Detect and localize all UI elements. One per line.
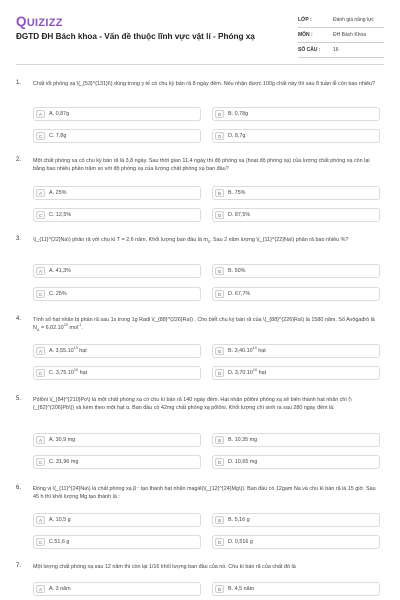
option-text: C. 31,96 mg	[49, 459, 79, 465]
option-a[interactable]	[33, 186, 201, 200]
option-a[interactable]	[33, 344, 201, 358]
option-letter: B	[215, 189, 224, 197]
meta-value: 16	[333, 47, 339, 53]
option-text: A. 30,9 mg	[49, 437, 76, 443]
option-d[interactable]	[212, 129, 380, 143]
option-text	[228, 348, 266, 354]
question-text: Pôlôni \(_{84}^{210}Po\) là một chất phóng xạ có chu kì bán rã 140 ngày đêm. Hạt nhân pôlôni phóng xạ sẽ biến thành hạt nhân chì (\(_{82}^{206}Pb\)) và kèm theo một hạt α. Ban đầu có 42mg chất phóng xạ pôlôni. Khối lượng chì sinh ra sau 280 ngày đêm là:	[33, 397, 352, 412]
option-letter: A	[36, 347, 45, 355]
option-letter: D	[215, 538, 224, 546]
option-text: D. 8,7g	[228, 133, 246, 139]
option-a[interactable]	[33, 264, 201, 278]
option-text: C. 7,8g	[49, 133, 67, 139]
question-number: 7.	[16, 563, 22, 569]
question-text-part: = 6,02.10	[39, 325, 64, 332]
option-letter: B	[215, 267, 224, 275]
option-a[interactable]	[33, 513, 201, 527]
option-text: B. 0,78g	[228, 111, 249, 117]
option-text: B. 4,5 năm	[228, 586, 255, 592]
option-c[interactable]	[33, 208, 201, 222]
option-d[interactable]	[212, 208, 380, 222]
option-b[interactable]	[212, 344, 380, 358]
meta-label: MÔN :	[298, 32, 313, 38]
option-letter: B	[215, 516, 224, 524]
option-letter: B	[215, 585, 224, 593]
option-letter: A	[36, 436, 45, 444]
option-text: D. 10,65 mg	[228, 459, 258, 465]
option-text: D. 0,516 g	[228, 539, 253, 545]
option-b[interactable]	[212, 264, 380, 278]
option-letter: B	[215, 347, 224, 355]
question-number: 1.	[16, 80, 22, 86]
option-letter: C	[36, 211, 45, 219]
meta-row-subject	[298, 28, 384, 43]
quizizz-logo	[16, 13, 84, 29]
option-exponent: 10	[73, 368, 79, 373]
option-text: D. 87,5%	[228, 212, 251, 218]
option-base: B. 3,40.10	[228, 348, 253, 354]
superscript: -1	[78, 323, 82, 328]
option-a[interactable]	[33, 582, 201, 596]
option-b[interactable]	[212, 513, 380, 527]
meta-row-class	[298, 13, 384, 28]
meta-value: Đánh giá năng lực	[333, 17, 374, 23]
option-text	[49, 370, 87, 376]
option-text	[228, 370, 266, 376]
option-exponent: 10	[252, 346, 257, 351]
question-text-part: .	[81, 325, 83, 332]
option-d[interactable]	[212, 366, 380, 380]
option-c[interactable]	[33, 287, 201, 301]
option-letter: A	[36, 110, 45, 118]
option-text: A. 10,5 g	[49, 517, 71, 523]
option-b[interactable]	[212, 582, 380, 596]
option-b[interactable]	[212, 107, 380, 121]
meta-label: SỐ CÂU :	[298, 47, 321, 53]
option-a[interactable]	[33, 107, 201, 121]
option-base: D. 3,70.10	[228, 370, 253, 376]
option-unit: hạt	[256, 348, 266, 354]
option-text: D. 67,7%	[228, 291, 251, 297]
question-text-part: mol	[67, 325, 79, 332]
question-text: Chất iốt phóng xạ \(_{53}^{131}I\) dùng trong y tế có chu kỳ bán rã 8 ngày đêm. Nếu nhận được 100g chất này thì sau 8 tuần lễ còn bao nhiêu?	[33, 81, 376, 87]
question-text: Một chất phóng xạ có chu kỳ bán rã là 3,8 ngày. Sau thời gian 11,4 ngày thì độ phóng xạ (hoạt độ phóng xạ) của lượng chất phóng xạ còn lại bằng bao nhiêu phần trăm so với độ phóng xạ của lượng chất phóng xạ ban đầu?	[33, 158, 370, 173]
svg-text:QUIZIZZ: QUIZIZZ	[16, 14, 63, 29]
option-text: A. 41,3%	[49, 268, 71, 274]
option-d[interactable]	[212, 535, 380, 549]
question-number: 6.	[16, 485, 22, 491]
option-letter: B	[215, 110, 224, 118]
option-letter: B	[215, 436, 224, 444]
question-text: Một lượng chất phóng xạ sau 12 năm thì còn lại 1/16 khối lượng ban đầu của nó. Chu kì bán rã của chất đó là	[33, 564, 296, 570]
option-exponent: 10	[73, 346, 78, 351]
superscript: 23	[63, 323, 68, 328]
option-letter: C	[36, 538, 45, 546]
option-unit: hạt	[77, 348, 87, 354]
option-letter: D	[215, 211, 224, 219]
option-letter: A	[36, 516, 45, 524]
option-text: B. 10,35 mg	[228, 437, 258, 443]
option-letter: C	[36, 132, 45, 140]
subscript: A	[36, 328, 40, 333]
option-unit: hạt	[78, 370, 88, 376]
quiz-meta-table	[298, 13, 384, 58]
option-b[interactable]	[212, 186, 380, 200]
option-text: C. 12,5%	[49, 212, 72, 218]
option-a[interactable]	[33, 433, 201, 447]
option-text: A. 0,87g	[49, 111, 70, 117]
option-base: A. 3,55.10	[49, 348, 74, 354]
question-text	[33, 316, 378, 332]
option-text: B. 75%	[228, 190, 246, 196]
option-text: A. 25%	[49, 190, 67, 196]
option-text: C.51,6 g	[49, 539, 70, 545]
meta-label: LỚP :	[298, 17, 312, 23]
option-d[interactable]	[212, 455, 380, 469]
meta-value: ĐH Bách Khoa	[333, 32, 367, 38]
question-number: 4.	[16, 316, 22, 322]
option-letter: A	[36, 585, 45, 593]
option-b[interactable]	[212, 433, 380, 447]
question-number: 3.	[16, 236, 22, 242]
header-divider	[16, 64, 384, 65]
option-d[interactable]	[212, 287, 380, 301]
question-text	[33, 236, 378, 244]
option-letter: C	[36, 369, 45, 377]
subscript: 0	[207, 240, 211, 245]
option-text: C. 25%	[49, 291, 67, 297]
question-text: Đồng vị \(_{11}^{24}Na\) là chất phóng xạ β⁻ tạo thành hạt nhân magiê(\(_{12}^{24}Mg\)). Ban đầu có 12gam Na và chu kì bán rã là 15 giờ. Sau 45 h thì khối lượng Mg tạo thành là :	[33, 486, 376, 501]
option-letter: D	[215, 132, 224, 140]
option-text: A. 3 năm	[49, 586, 71, 592]
option-letter: D	[215, 458, 224, 466]
option-base: C. 3,75.10	[49, 370, 74, 376]
option-c[interactable]	[33, 455, 201, 469]
option-letter: C	[36, 458, 45, 466]
option-c[interactable]	[33, 366, 201, 380]
question-text-part: . Sau 2 năm lượng \(_{11}^{22}Na\) phân rã bao nhiêu %?	[210, 237, 349, 243]
option-letter: D	[215, 290, 224, 298]
question-text-part: \(_{11}^{22}Na\) phân rã với chu kì T = 2,6 năm. Khối lượng ban đầu là m	[33, 237, 208, 243]
option-c[interactable]	[33, 129, 201, 143]
option-letter: A	[36, 267, 45, 275]
option-letter: C	[36, 290, 45, 298]
option-exponent: 10	[252, 368, 258, 373]
option-letter: A	[36, 189, 45, 197]
quiz-title: ĐGTD ĐH Bách khoa - Vấn đề thuộc lĩnh vực vật lí - Phóng xạ	[16, 32, 255, 41]
option-text	[49, 348, 87, 354]
option-c[interactable]	[33, 535, 201, 549]
question-number: 2.	[16, 157, 22, 163]
option-letter: D	[215, 369, 224, 377]
option-text: B. 50%	[228, 268, 246, 274]
question-text-part: Tính số hạt nhân bị phân rã sau 1s trong 1g Radi \(_{88}^{226}Ra\) . Cho biết chu kỳ bán rã của \(_{88}^{226}Ra\) là 1580 năm. Số Avôgađrô là N	[33, 317, 375, 332]
option-text: B. 5,16 g	[228, 517, 250, 523]
meta-row-question-count	[298, 43, 384, 58]
option-unit: hạt	[257, 370, 267, 376]
question-number: 5.	[16, 396, 22, 402]
